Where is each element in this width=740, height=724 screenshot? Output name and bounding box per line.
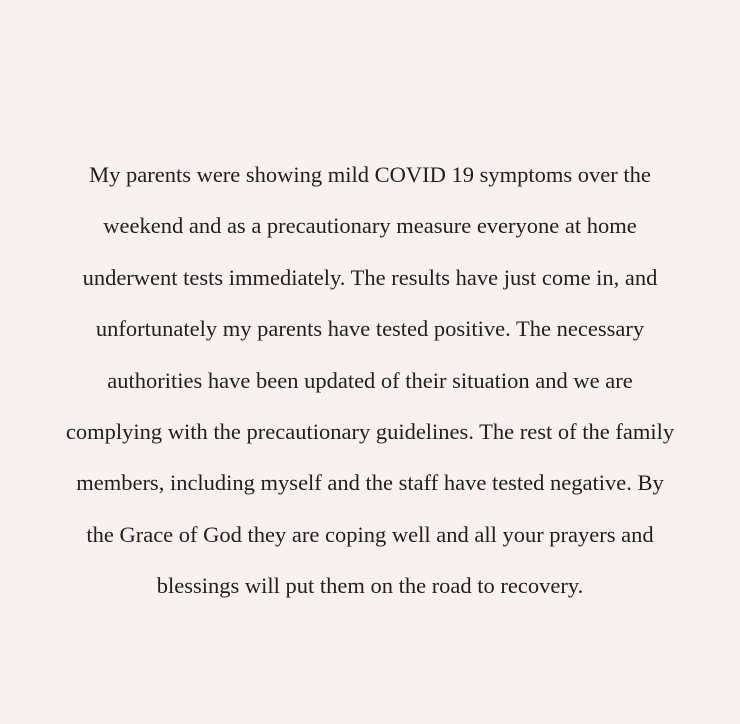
statement-line-5: authorities have been updated of their situation and we are	[107, 367, 633, 393]
statement-line-1: My parents were showing mild COVID 19 symptoms over the	[89, 162, 651, 187]
statement-line-8: the Grace of God they are coping well and all your prayers and	[86, 521, 654, 547]
statement-line-4: unfortunately my parents have tested positive. The necessary	[95, 316, 645, 342]
statement-line-6: complying with the precautionary guidelines. The rest of the family	[65, 419, 675, 445]
statement-text	[0, 149, 740, 612]
statement-line-9: blessings will put them on the road to recovery.	[156, 573, 584, 599]
statement-line-7: members, including myself and the staff have tested negative. By	[76, 470, 664, 496]
statement-line-3: underwent tests immediately. The results have just come in, and	[82, 264, 658, 290]
statement-line-2: weekend and as a precautionary measure everyone at home	[103, 213, 637, 239]
